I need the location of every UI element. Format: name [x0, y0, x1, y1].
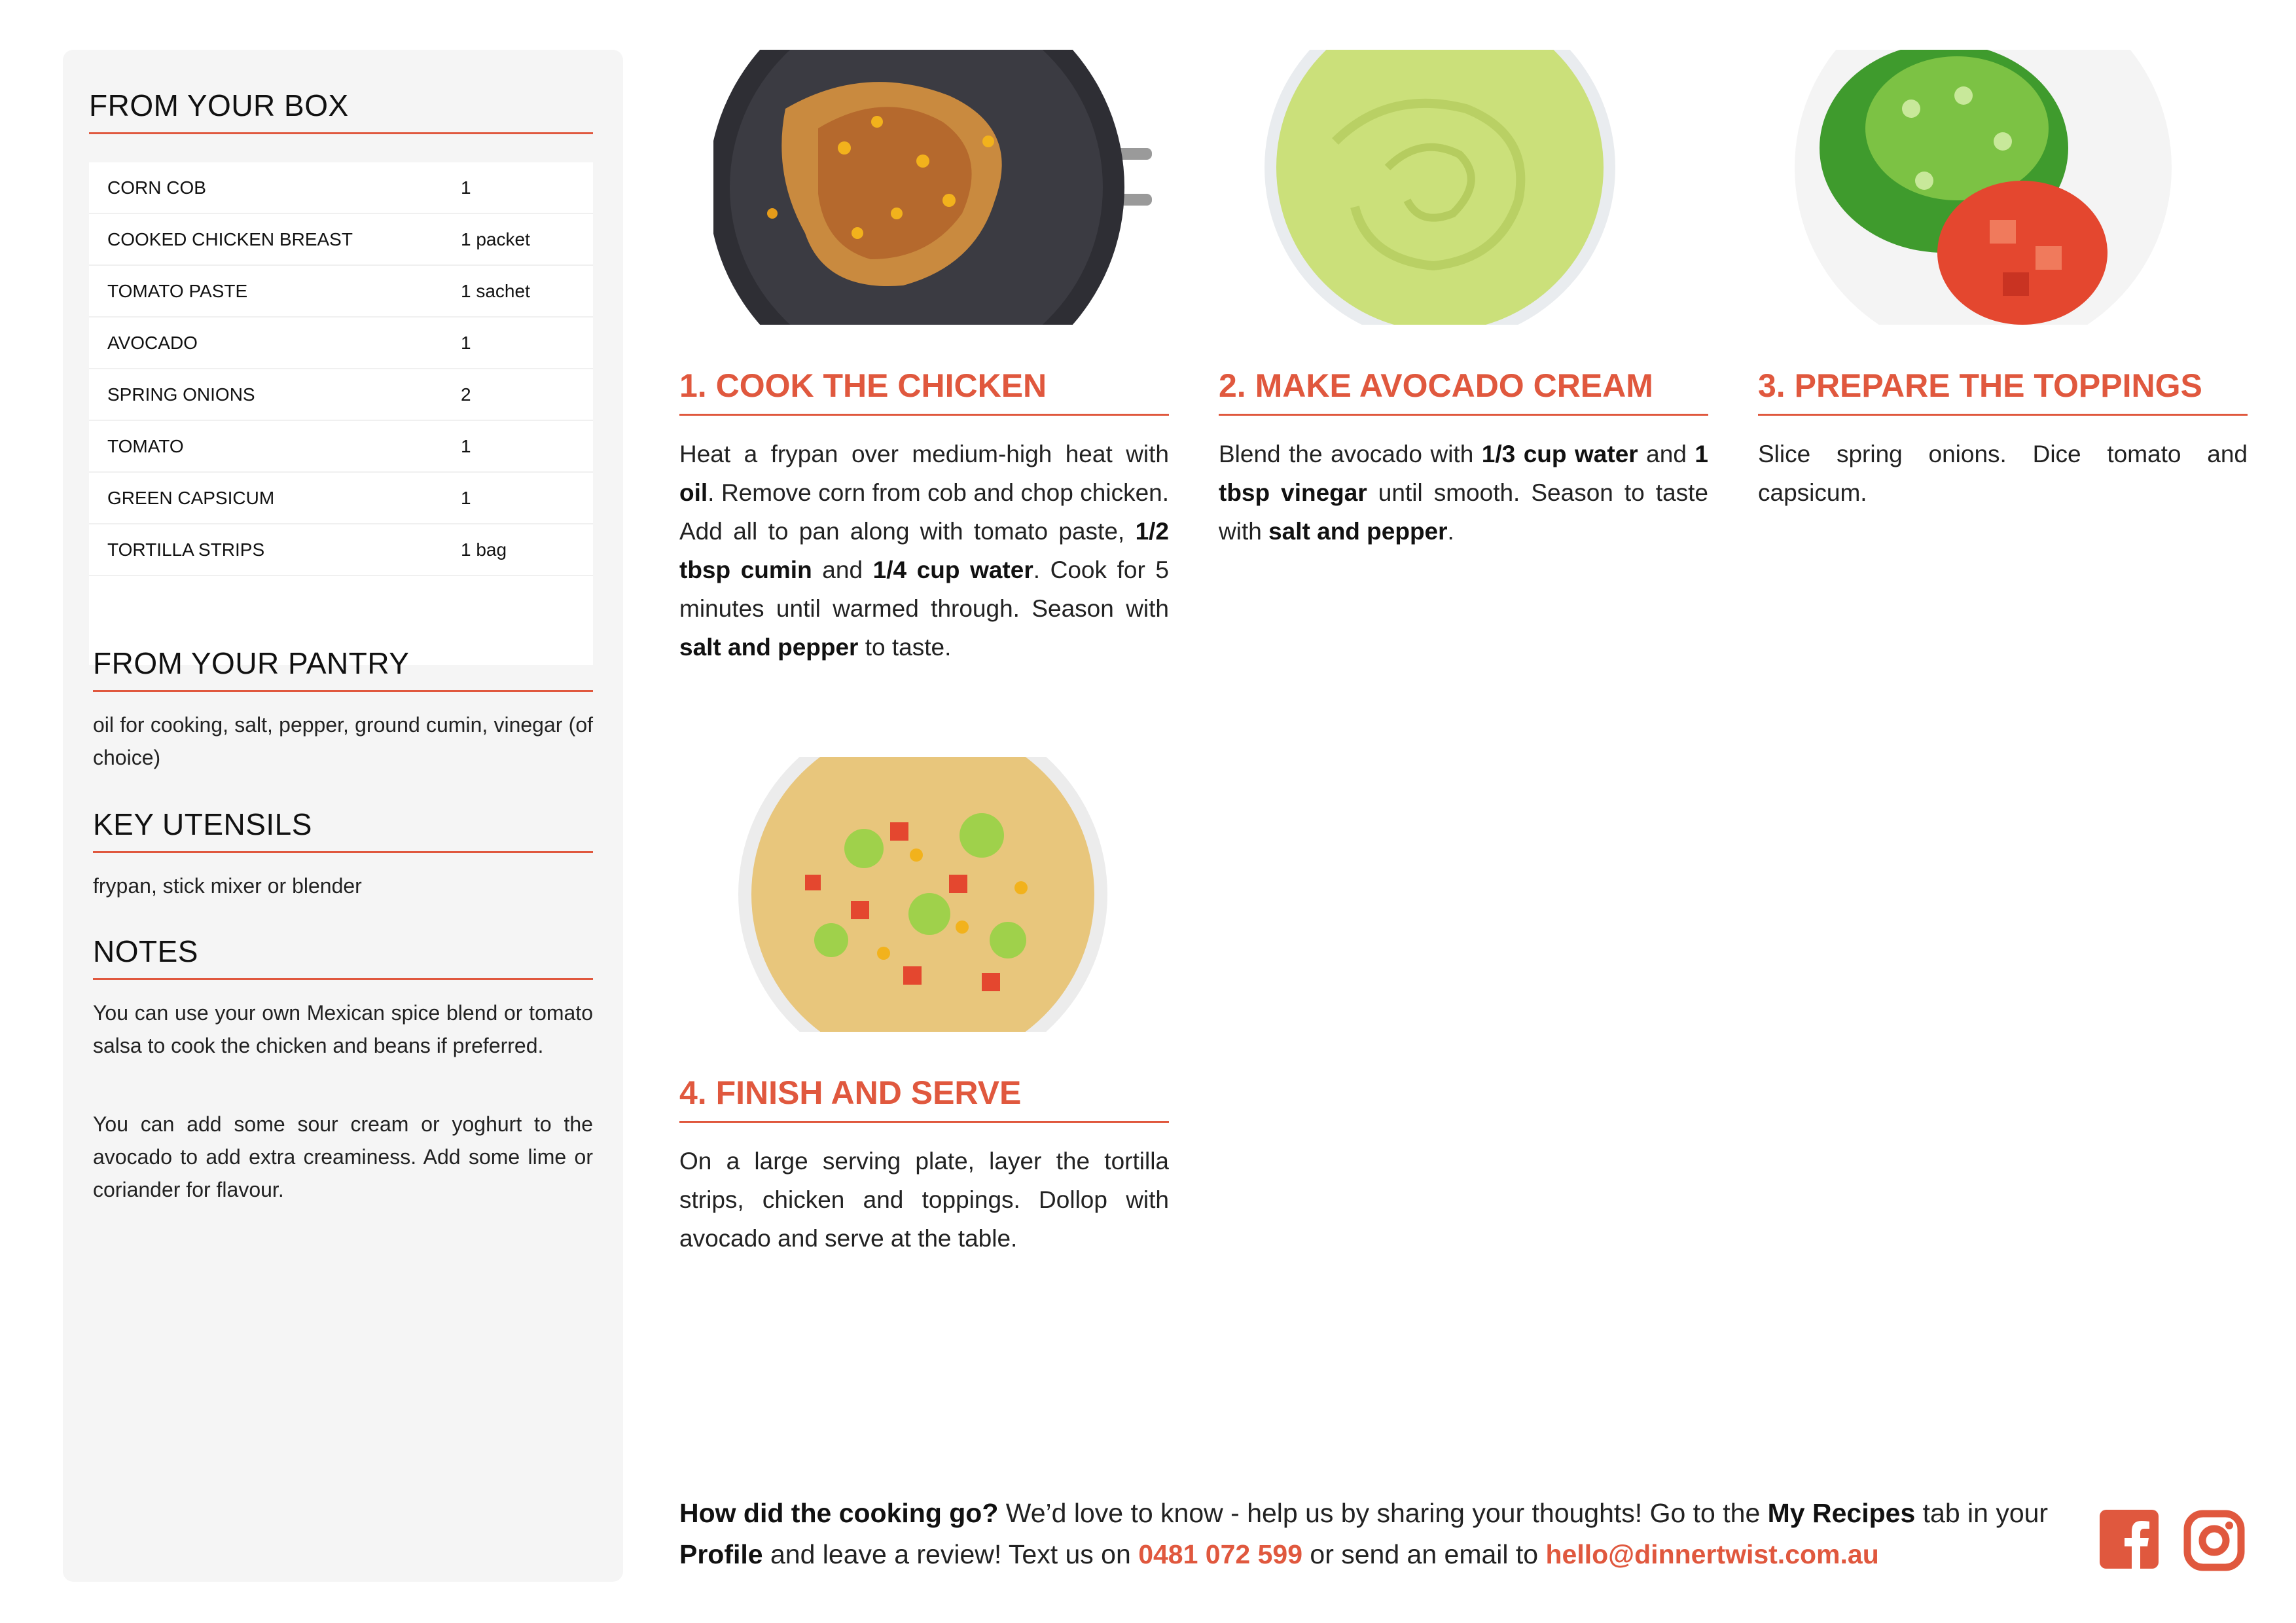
instagram-icon[interactable] [2183, 1510, 2245, 1571]
step-3-text: Slice spring onions. Dice tomato and capsicum. [1758, 441, 2248, 506]
review-footer: How did the cooking go? We’d love to know - help us by sharing your thoughts! Go to the My Recipes tab in your Profile and leave a review! Text us on 0481 072 599 or send an email to hello@dinnertwist.com.au [679, 1498, 2049, 1569]
from-your-pantry-title: FROM YOUR PANTRY [93, 646, 593, 692]
key-utensils-title: KEY UTENSILS [93, 807, 593, 853]
step-1-text: Heat a frypan over medium-high heat with oil. Remove corn from cob and chop chicken. Add all to pan along with tomato paste, 1/2 tbsp cumin and 1/4 cup water. Cook for 5 minutes until warmed through. Season with salt and pepper to taste. [679, 441, 1169, 661]
ingredient-row [89, 421, 593, 473]
ingredient-name: AVOCADO [107, 332, 198, 353]
ingredient-qty: 1 [461, 435, 471, 456]
ingredient-row [89, 162, 593, 214]
ingredient-name: CORN COB [107, 177, 206, 198]
ingredient-name: TOMATO [107, 435, 184, 456]
ingredient-qty: 1 [461, 332, 471, 353]
ingredient-name: TOMATO PASTE [107, 280, 248, 301]
ingredients-table [89, 162, 593, 665]
ingredient-qty: 1 [461, 177, 471, 198]
ingredient-qty: 1 packet [461, 228, 530, 249]
step-2-text: Blend the avocado with 1/3 cup water and 1 tbsp vinegar until smooth. Season to taste with salt and pepper. [1219, 441, 1709, 545]
step-4-text: On a large serving plate, layer the tortilla strips, chicken and toppings. Dollop with avocado and serve at the table. [679, 1148, 1169, 1252]
from-your-box-title: FROM YOUR BOX [89, 88, 593, 134]
step-2-title: 2. MAKE AVOCADO CREAM [1219, 367, 1708, 416]
avocado-cream-image [1257, 50, 1623, 325]
step-1-title: 1. COOK THE CHICKEN [679, 367, 1169, 416]
ingredient-row [89, 473, 593, 524]
notes-paragraph-2: You can add some sour cream or yoghurt to the avocado to add extra creaminess. Add some lime or coriander for flavour. [93, 1112, 593, 1201]
ingredient-qty: 1 sachet [461, 280, 530, 301]
step-4-title: 4. FINISH AND SERVE [679, 1074, 1169, 1123]
facebook-icon[interactable] [2100, 1510, 2159, 1569]
finished-salad-image [733, 757, 1113, 1032]
ingredient-name: GREEN CAPSICUM [107, 487, 275, 508]
notes-paragraph-1: You can use your own Mexican spice blend or tomato salsa to cook the chicken and beans if preferred. [93, 1001, 593, 1057]
toppings-plate-image [1793, 50, 2173, 325]
ingredient-name: SPRING ONIONS [107, 384, 255, 405]
email-link[interactable]: hello@dinnertwist.com.au [1545, 1539, 1879, 1569]
ingredient-name: COOKED CHICKEN BREAST [107, 228, 353, 249]
ingredient-qty: 2 [461, 384, 471, 405]
ingredient-row [89, 318, 593, 369]
ingredient-row [89, 214, 593, 266]
utensils-text: frypan, stick mixer or blender [93, 874, 362, 898]
ingredient-row [89, 369, 593, 421]
notes-title: NOTES [93, 934, 593, 980]
chicken-frypan-image [713, 50, 1158, 325]
step-3-title: 3. PREPARE THE TOPPINGS [1758, 367, 2248, 416]
ingredient-qty: 1 bag [461, 539, 507, 560]
ingredient-row [89, 524, 593, 576]
phone-link[interactable]: 0481 072 599 [1138, 1539, 1302, 1569]
ingredient-row [89, 266, 593, 318]
ingredient-qty: 1 [461, 487, 471, 508]
ingredients-sidebar [63, 50, 623, 1582]
ingredient-name: TORTILLA STRIPS [107, 539, 265, 560]
pantry-text: oil for cooking, salt, pepper, ground cumin, vinegar (of choice) [93, 713, 593, 769]
